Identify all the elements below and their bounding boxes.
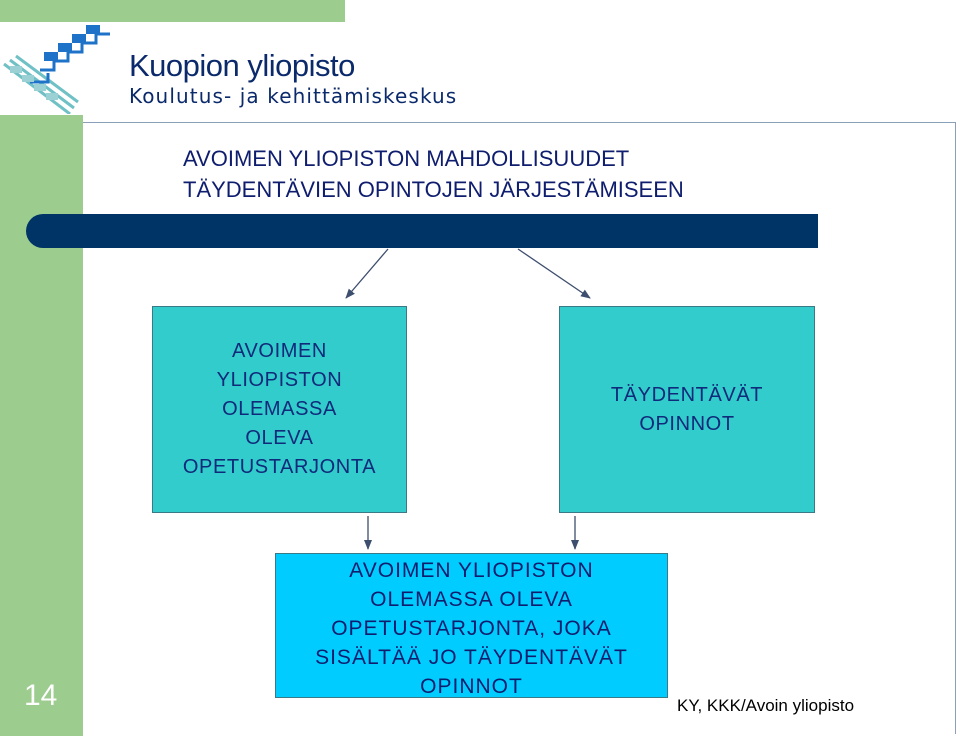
box-existing-offering: [152, 306, 407, 513]
slide-title-line-2: TÄYDENTÄVIEN OPINTOJEN JÄRJESTÄMISEEN: [183, 177, 684, 202]
box-existing-offering-label: AVOIMEN YLIOPISTON OLEMASSA OLEVA OPETUSTARJONTA: [182, 340, 377, 478]
box-combined-offering-label: AVOIMEN YLIOPISTON OLEMASSA OLEVA OPETUSTARJONTA, JOKA SISÄLTÄÄ JO TÄYDENTÄVÄT OPINNOT: [315, 559, 628, 698]
box-supplementary-studies-label: TÄYDENTÄVÄT OPINNOT: [610, 383, 764, 435]
brand-name: Kuopion yliopisto: [129, 48, 355, 83]
arrow-to-supplementary: [518, 249, 590, 298]
brand-subtitle: Koulutus- ja kehittämiskeskus: [129, 84, 458, 108]
footer-credit: KY, KKK/Avoin yliopisto: [677, 696, 855, 715]
arrow-to-existing: [346, 249, 388, 298]
slide-title-line-1: AVOIMEN YLIOPISTON MAHDOLLISUUDET: [183, 146, 630, 171]
slide-number: 14: [24, 679, 58, 712]
box-supplementary-studies: [559, 306, 815, 513]
box-combined-offering: [275, 553, 668, 698]
